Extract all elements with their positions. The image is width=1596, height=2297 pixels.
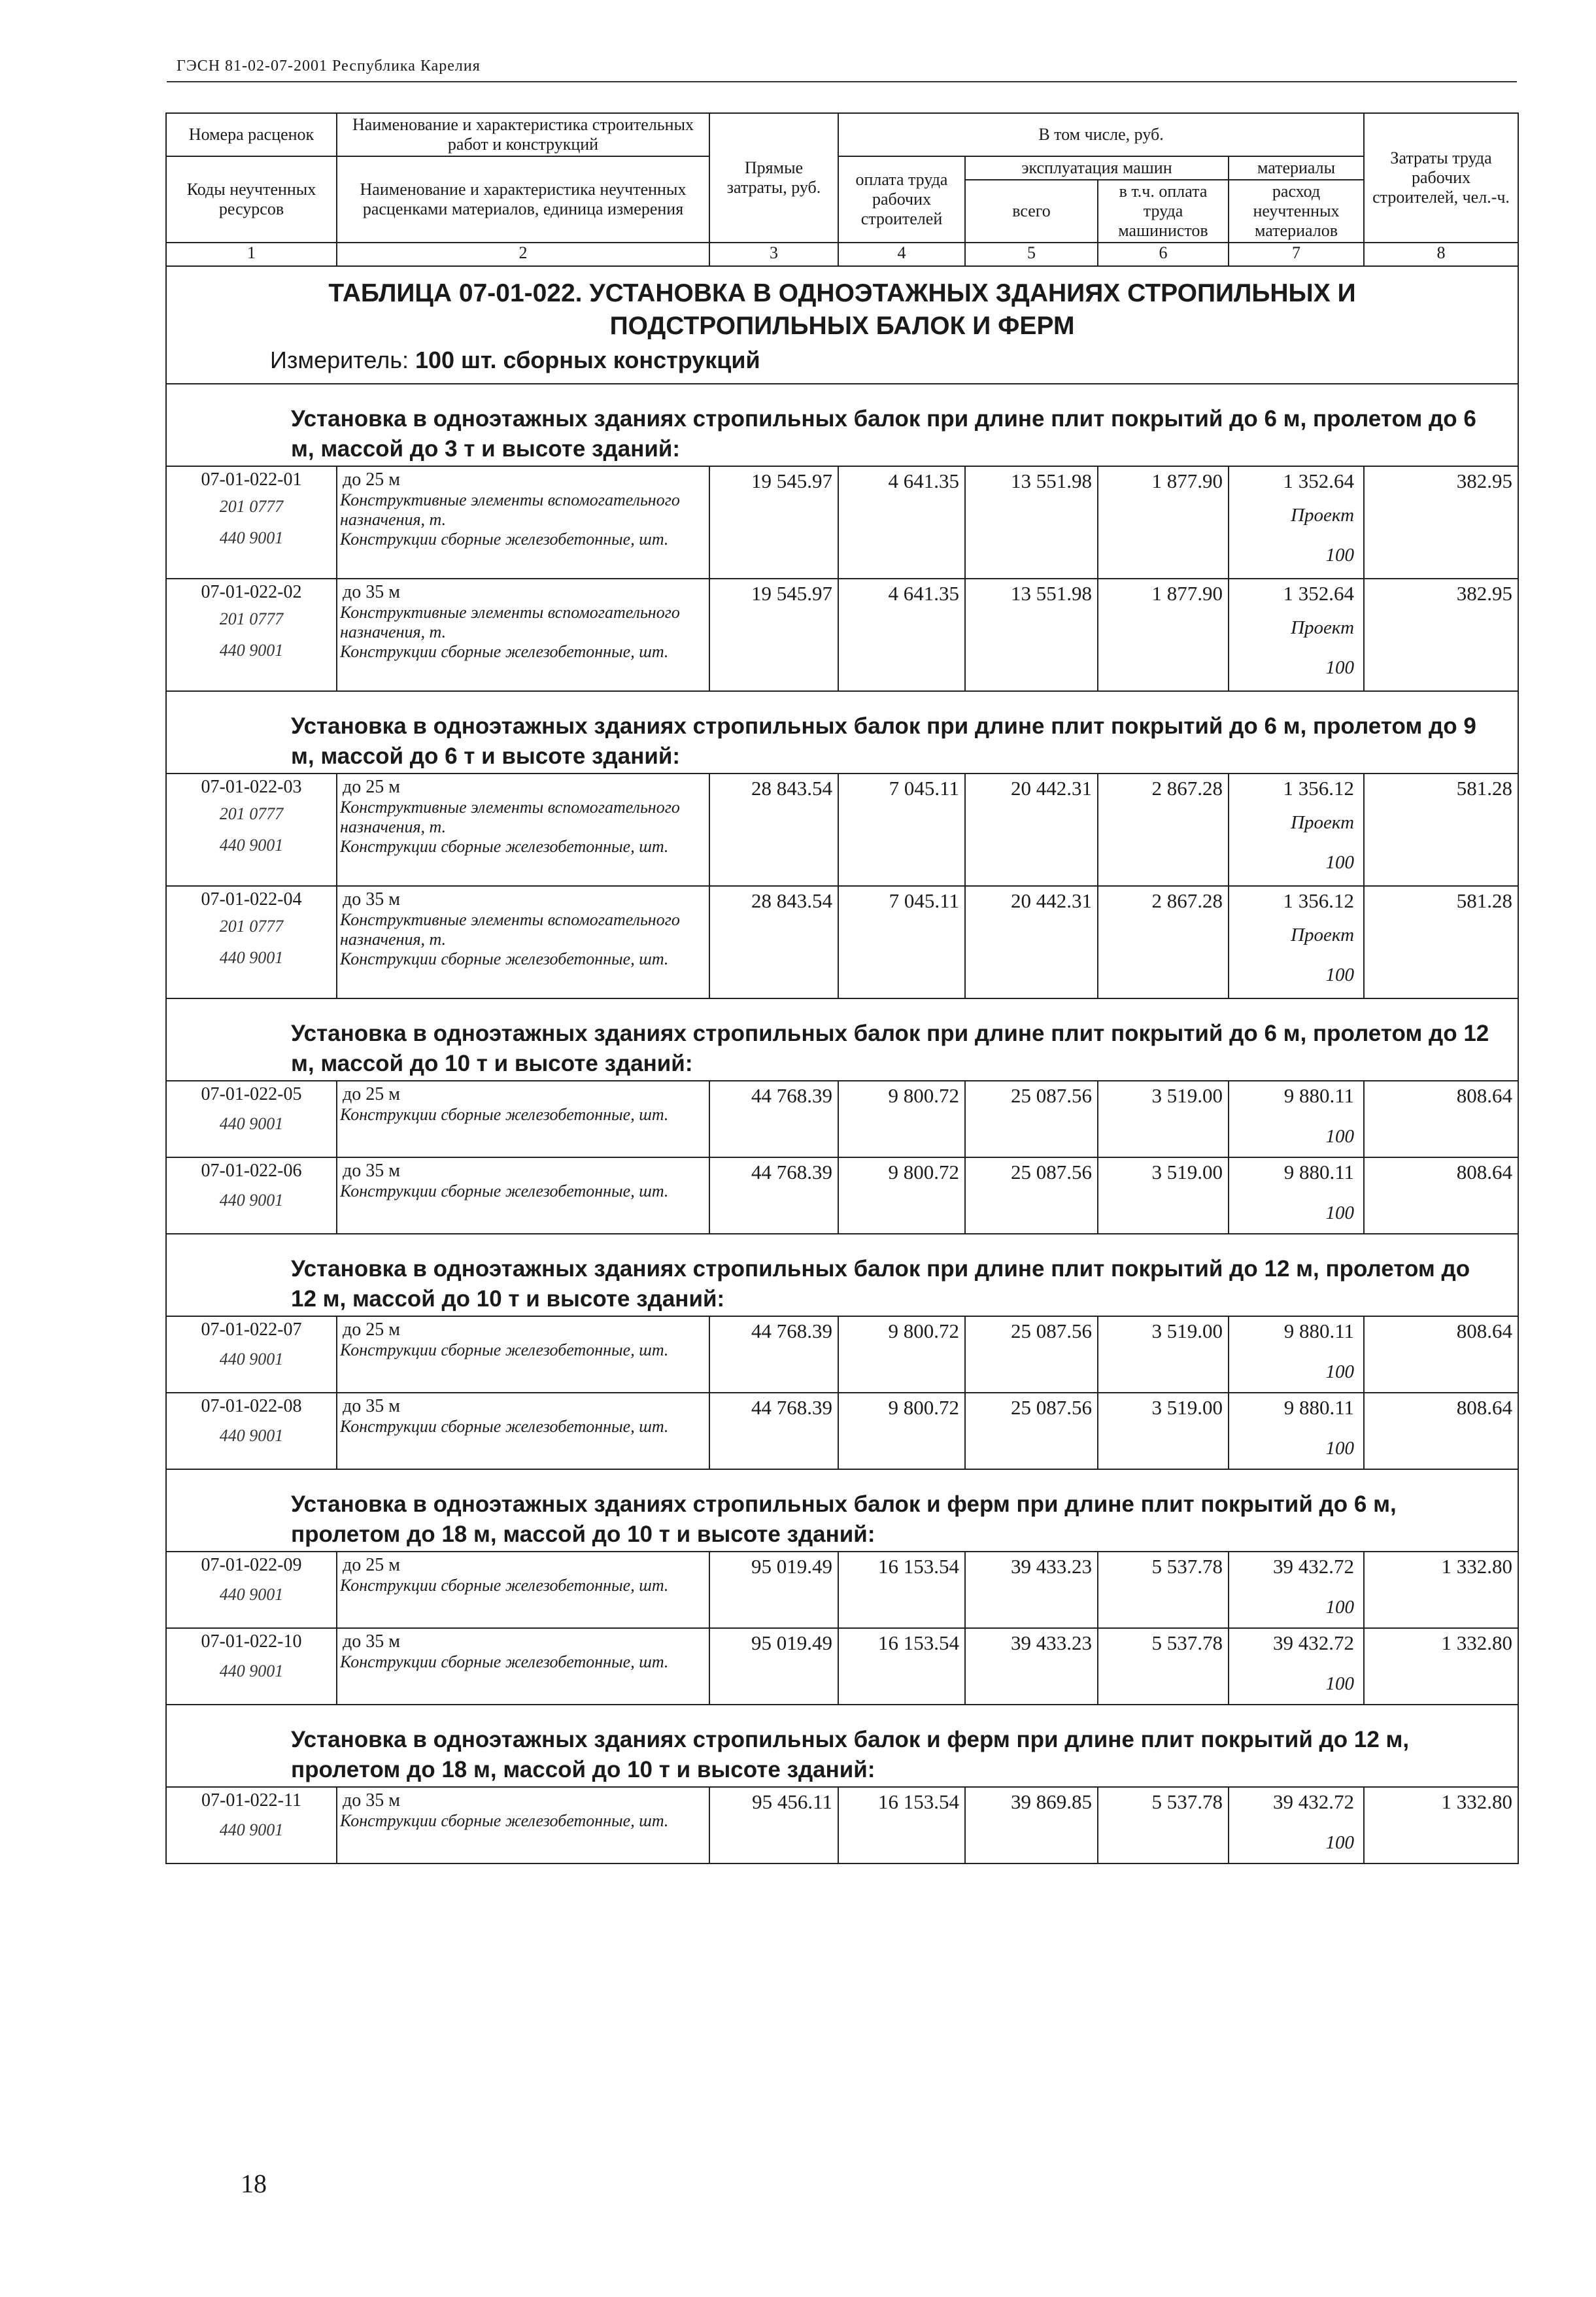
rate-code: 07-01-022-02 (201, 582, 302, 602)
rate-row (166, 1628, 1518, 1705)
labor-hours-value: 808.64 (1364, 1081, 1518, 1157)
rate-name: до 35 м (343, 582, 400, 602)
rate-name-cell (337, 1157, 709, 1234)
resource-name: Конструкции сборные железобетонные, шт. (340, 642, 669, 661)
materials-cell (1229, 1628, 1364, 1705)
materials-value: 1 352.64 (1283, 469, 1355, 492)
running-header: ГЭСН 81-02-07-2001 Республика Карелия (177, 58, 481, 75)
machines-total-value: 39 433.23 (965, 1628, 1098, 1705)
labor-hours-value: 581.28 (1364, 774, 1518, 886)
rate-code-cell (166, 579, 337, 691)
machines-total-value: 25 087.56 (965, 1393, 1098, 1469)
materials-cell (1229, 466, 1364, 579)
machines-total-value: 25 087.56 (965, 1316, 1098, 1393)
resource-code: 440 9001 (219, 948, 284, 967)
materials-value: 9 880.11 (1283, 1396, 1355, 1419)
labor-hours-value: 1 332.80 (1364, 1787, 1518, 1863)
materials-value: 9 880.11 (1283, 1084, 1355, 1107)
resource-name: Конструкции сборные железобетонные, шт. (340, 1417, 669, 1436)
rate-name: до 25 м (343, 1555, 400, 1575)
machines-total-value: 13 551.98 (965, 579, 1098, 691)
rate-name: до 25 м (343, 777, 400, 797)
rate-name: до 35 м (343, 1631, 400, 1652)
direct-costs-value: 44 768.39 (709, 1157, 838, 1234)
resource-quantity: Проект (1291, 812, 1355, 833)
resource-code: 201 0777 (219, 497, 284, 516)
resource-code: 440 9001 (219, 1350, 284, 1369)
resource-name: Конструкции сборные железобетонные, шт. (340, 530, 669, 549)
labor-pay-value: 16 153.54 (838, 1787, 965, 1863)
labor-hours-value: 382.95 (1364, 466, 1518, 579)
labor-pay-value: 16 153.54 (838, 1552, 965, 1628)
rate-row (166, 774, 1518, 886)
rate-row (166, 886, 1518, 998)
materials-cell (1229, 774, 1364, 886)
machines-total-value: 25 087.56 (965, 1157, 1098, 1234)
materials-cell (1229, 886, 1364, 998)
labor-hours-value: 808.64 (1364, 1393, 1518, 1469)
labor-hours-value: 1 332.80 (1364, 1552, 1518, 1628)
rate-name: до 35 м (343, 889, 400, 910)
materials-value: 39 432.72 (1273, 1790, 1355, 1813)
materials-cell (1229, 1157, 1364, 1234)
header-direct-costs: Прямые затраты, руб. (709, 113, 838, 243)
machines-labor-value: 2 867.28 (1098, 886, 1229, 998)
materials-cell (1229, 1081, 1364, 1157)
materials-value: 1 356.12 (1283, 889, 1355, 912)
meter-line (270, 347, 1518, 374)
direct-costs-value: 44 768.39 (709, 1393, 838, 1469)
header-labor-costs: Затраты труда рабочих строителей, чел.-ч. (1364, 113, 1518, 243)
rate-name: до 35 м (343, 1790, 400, 1811)
resource-code: 440 9001 (219, 528, 284, 547)
materials-value: 39 432.72 (1273, 1631, 1355, 1654)
materials-cell (1229, 1787, 1364, 1863)
direct-costs-value: 95 456.11 (709, 1787, 838, 1863)
header-col2-top: Наименование и характеристика строительных работ и конструкций (337, 113, 709, 156)
table-title-row (166, 266, 1518, 384)
rate-code-cell (166, 1157, 337, 1234)
rate-name-cell (337, 1316, 709, 1393)
header-machines: эксплуатация машин (965, 156, 1229, 180)
section-title: Установка в одноэтажных зданиях стропильных балок и ферм при длине плит покрытий до 12 м, пролетом до 18 м, массой до 10 т и высоте зданий: (166, 1705, 1518, 1787)
resource-quantity: Проект (1291, 925, 1355, 945)
direct-costs-value: 44 768.39 (709, 1081, 838, 1157)
labor-pay-value: 4 641.35 (838, 466, 965, 579)
machines-labor-value: 5 537.78 (1098, 1628, 1229, 1705)
rate-name-cell (337, 579, 709, 691)
machines-total-value: 25 087.56 (965, 1081, 1098, 1157)
rate-name: до 35 м (343, 1161, 400, 1181)
rate-code: 07-01-022-03 (201, 777, 302, 797)
rate-code: 07-01-022-07 (201, 1319, 302, 1340)
section-title: Установка в одноэтажных зданиях стропильных балок при длине плит покрытий до 6 м, пролетом до 9 м, массой до 6 т и высоте зданий: (166, 691, 1518, 774)
rate-code: 07-01-022-08 (201, 1396, 302, 1416)
rate-code: 07-01-022-06 (201, 1161, 302, 1181)
materials-cell (1229, 1316, 1364, 1393)
direct-costs-value: 28 843.54 (709, 886, 838, 998)
machines-total-value: 20 442.31 (965, 774, 1098, 886)
machines-labor-value: 3 519.00 (1098, 1393, 1229, 1469)
materials-value: 9 880.11 (1283, 1319, 1355, 1342)
labor-pay-value: 16 153.54 (838, 1628, 965, 1705)
resource-name: Конструкции сборные железобетонные, шт. (340, 949, 669, 968)
rate-row (166, 1393, 1518, 1469)
resource-quantity: 100 (1325, 1438, 1355, 1459)
rate-code-cell (166, 1081, 337, 1157)
rate-code-cell (166, 1393, 337, 1469)
rate-code: 07-01-022-09 (201, 1555, 302, 1575)
resource-name: Конструкции сборные железобетонные, шт. (340, 837, 669, 856)
materials-value: 9 880.11 (1283, 1161, 1355, 1183)
section-title: Установка в одноэтажных зданиях стропильных балок при длине плит покрытий до 12 м, пролетом до 12 м, массой до 10 т и высоте зданий: (166, 1234, 1518, 1316)
machines-total-value: 39 869.85 (965, 1787, 1098, 1863)
col-number: 3 (709, 243, 838, 266)
resource-code: 440 9001 (219, 641, 284, 660)
materials-cell (1229, 1393, 1364, 1469)
rate-name-cell (337, 1628, 709, 1705)
header-rule (167, 81, 1517, 82)
header-col1-bottom: Коды неучтенных ресурсов (166, 156, 337, 243)
header-incl: В том числе, руб. (838, 113, 1364, 156)
resource-code: 201 0777 (219, 609, 284, 628)
resource-name: Конструкции сборные железобетонные, шт. (340, 1182, 669, 1200)
labor-pay-value: 9 800.72 (838, 1081, 965, 1157)
rate-name-cell (337, 1081, 709, 1157)
rate-name-cell (337, 1552, 709, 1628)
resource-quantity: 100 (1325, 657, 1355, 678)
rate-name-cell (337, 886, 709, 998)
rate-row (166, 1552, 1518, 1628)
meter-label: Измеритель: (270, 347, 409, 373)
machines-total-value: 20 442.31 (965, 886, 1098, 998)
rate-name-cell (337, 466, 709, 579)
col-number: 7 (1229, 243, 1364, 266)
resource-quantity: 100 (1325, 1361, 1355, 1382)
labor-pay-value: 4 641.35 (838, 579, 965, 691)
resource-quantity: 100 (1325, 964, 1355, 985)
table-title: ТАБЛИЦА 07-01-022. УСТАНОВКА В ОДНОЭТАЖНЫХ ЗДАНИЯХ СТРОПИЛЬНЫХ И ПОДСТРОПИЛЬНЫХ БАЛОК И ФЕРМ (328, 279, 1356, 340)
resource-quantity: 100 (1325, 1202, 1355, 1223)
direct-costs-value: 95 019.49 (709, 1552, 838, 1628)
labor-hours-value: 808.64 (1364, 1316, 1518, 1393)
rate-name: до 25 м (343, 1319, 400, 1340)
machines-total-value: 13 551.98 (965, 466, 1098, 579)
rate-code-cell (166, 1787, 337, 1863)
rate-code: 07-01-022-04 (201, 889, 302, 910)
labor-hours-value: 1 332.80 (1364, 1628, 1518, 1705)
resource-name: Конструкции сборные железобетонные, шт. (340, 1105, 669, 1124)
rate-code-cell (166, 886, 337, 998)
rate-name-cell (337, 1787, 709, 1863)
materials-value: 1 352.64 (1283, 582, 1355, 605)
resource-quantity: 100 (1325, 545, 1355, 566)
rate-code: 07-01-022-05 (201, 1084, 302, 1104)
header-machines-total: всего (965, 180, 1098, 243)
labor-pay-value: 9 800.72 (838, 1393, 965, 1469)
materials-value: 39 432.72 (1273, 1555, 1355, 1578)
rate-name: до 25 м (343, 469, 400, 490)
direct-costs-value: 95 019.49 (709, 1628, 838, 1705)
col-number: 1 (166, 243, 337, 266)
resource-name: Конструктивные элементы вспомогательного назначения, т. (340, 603, 680, 641)
rate-row (166, 1316, 1518, 1393)
rate-code-cell (166, 466, 337, 579)
rate-code-cell (166, 1552, 337, 1628)
rate-name-cell (337, 774, 709, 886)
resource-code: 440 9001 (219, 836, 284, 855)
resource-quantity: 100 (1325, 1126, 1355, 1147)
meter-value: 100 шт. сборных конструкций (415, 347, 760, 373)
resource-code: 440 9001 (219, 1114, 284, 1133)
machines-labor-value: 1 877.90 (1098, 579, 1229, 691)
rate-row (166, 1157, 1518, 1234)
materials-cell (1229, 1552, 1364, 1628)
resource-code: 440 9001 (219, 1661, 284, 1680)
section-title: Установка в одноэтажных зданиях стропильных балок и ферм при длине плит покрытий до 6 м, пролетом до 18 м, массой до 10 т и высоте зданий: (166, 1469, 1518, 1552)
labor-pay-value: 9 800.72 (838, 1157, 965, 1234)
header-materials: материалы (1229, 156, 1364, 180)
rate-name: до 35 м (343, 1396, 400, 1416)
resource-quantity: 100 (1325, 1832, 1355, 1853)
rate-code: 07-01-022-10 (201, 1631, 302, 1652)
resource-quantity: Проект (1291, 505, 1355, 526)
section-header-row (166, 691, 1518, 774)
rate-code-cell (166, 1628, 337, 1705)
header-labor-pay: оплата труда рабочих строителей (838, 156, 965, 243)
materials-value: 1 356.12 (1283, 777, 1355, 800)
col-number: 2 (337, 243, 709, 266)
column-numbers-row (166, 243, 1518, 266)
machines-labor-value: 3 519.00 (1098, 1316, 1229, 1393)
labor-hours-value: 382.95 (1364, 579, 1518, 691)
labor-pay-value: 9 800.72 (838, 1316, 965, 1393)
resource-name: Конструктивные элементы вспомогательного назначения, т. (340, 910, 680, 949)
machines-labor-value: 3 519.00 (1098, 1157, 1229, 1234)
resource-code: 201 0777 (219, 804, 284, 823)
resource-name: Конструктивные элементы вспомогательного назначения, т. (340, 798, 680, 836)
resource-code: 201 0777 (219, 917, 284, 936)
direct-costs-value: 44 768.39 (709, 1316, 838, 1393)
rate-code-cell (166, 1316, 337, 1393)
section-title: Установка в одноэтажных зданиях стропильных балок при длине плит покрытий до 6 м, пролетом до 12 м, массой до 10 т и высоте зданий: (166, 998, 1518, 1081)
rate-code-cell (166, 774, 337, 886)
rate-name-cell (337, 1393, 709, 1469)
resource-code: 440 9001 (219, 1820, 284, 1839)
direct-costs-value: 28 843.54 (709, 774, 838, 886)
labor-hours-value: 581.28 (1364, 886, 1518, 998)
section-header-row (166, 998, 1518, 1081)
labor-pay-value: 7 045.11 (838, 886, 965, 998)
rate-name: до 25 м (343, 1084, 400, 1104)
resource-name: Конструкции сборные железобетонные, шт. (340, 1652, 669, 1671)
direct-costs-value: 19 545.97 (709, 466, 838, 579)
machines-labor-value: 5 537.78 (1098, 1552, 1229, 1628)
section-header-row (166, 1469, 1518, 1552)
resource-name: Конструкции сборные железобетонные, шт. (340, 1811, 669, 1830)
section-header-row (166, 1705, 1518, 1787)
resource-code: 440 9001 (219, 1585, 284, 1604)
rate-row (166, 579, 1518, 691)
col-number: 5 (965, 243, 1098, 266)
table-title-cell (166, 266, 1518, 384)
resource-code: 440 9001 (219, 1191, 284, 1210)
header-row-1 (166, 113, 1518, 156)
rate-code: 07-01-022-01 (201, 469, 302, 490)
col-number: 4 (838, 243, 965, 266)
resource-name: Конструкции сборные железобетонные, шт. (340, 1576, 669, 1595)
header-materials-unaccounted: расход неучтенных материалов (1229, 180, 1364, 243)
col-number: 6 (1098, 243, 1229, 266)
rate-row (166, 466, 1518, 579)
rate-code: 07-01-022-11 (201, 1790, 301, 1811)
section-header-row (166, 1234, 1518, 1316)
resource-name: Конструкции сборные железобетонные, шт. (340, 1340, 669, 1359)
rates-table (165, 112, 1519, 1864)
section-header-row (166, 384, 1518, 466)
materials-cell (1229, 579, 1364, 691)
resource-quantity: 100 (1325, 852, 1355, 873)
header-machines-labor: в т.ч. оплата труда машинистов (1098, 180, 1229, 243)
machines-labor-value: 3 519.00 (1098, 1081, 1229, 1157)
section-title: Установка в одноэтажных зданиях стропильных балок при длине плит покрытий до 6 м, пролетом до 6 м, массой до 3 т и высоте зданий: (166, 384, 1518, 466)
rate-row (166, 1081, 1518, 1157)
machines-labor-value: 1 877.90 (1098, 466, 1229, 579)
resource-quantity: Проект (1291, 617, 1355, 638)
labor-hours-value: 808.64 (1364, 1157, 1518, 1234)
rate-row (166, 1787, 1518, 1863)
resource-quantity: 100 (1325, 1597, 1355, 1618)
resource-quantity: 100 (1325, 1673, 1355, 1694)
resource-name: Конструктивные элементы вспомогательного назначения, т. (340, 490, 680, 529)
machines-labor-value: 2 867.28 (1098, 774, 1229, 886)
header-col2-bottom: Наименование и характеристика неучтенных расценками материалов, единица измерения (337, 156, 709, 243)
direct-costs-value: 19 545.97 (709, 579, 838, 691)
resource-code: 440 9001 (219, 1426, 284, 1445)
machines-labor-value: 5 537.78 (1098, 1787, 1229, 1863)
labor-pay-value: 7 045.11 (838, 774, 965, 886)
machines-total-value: 39 433.23 (965, 1552, 1098, 1628)
header-row-2 (166, 156, 1518, 180)
col-number: 8 (1364, 243, 1518, 266)
page-number: 18 (241, 2169, 267, 2198)
header-col1-top: Номера расценок (166, 113, 337, 156)
